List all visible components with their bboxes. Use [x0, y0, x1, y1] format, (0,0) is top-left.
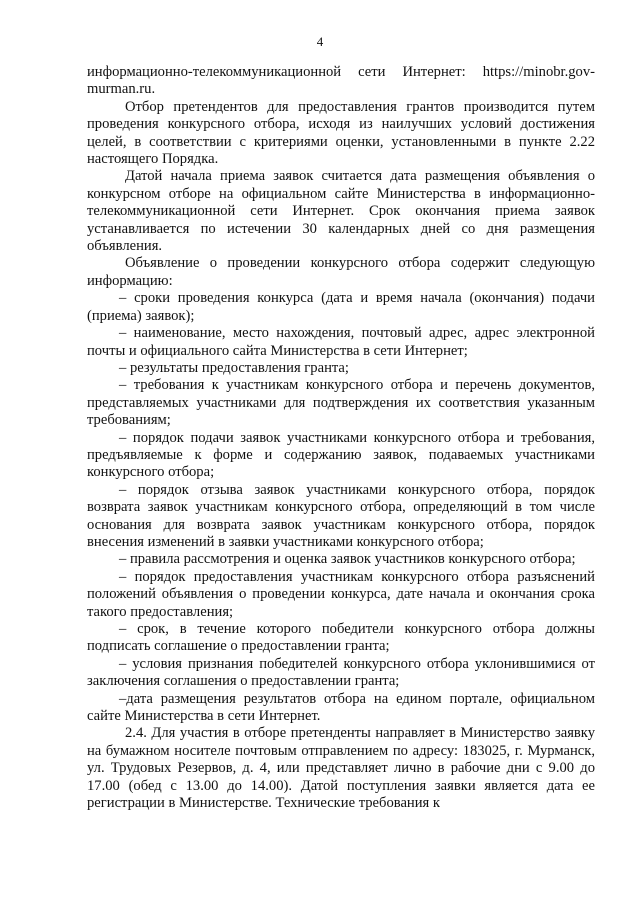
list-item: – условия признания победителей конкурсного отбора уклонившимися от заключения соглашения о предоставлении гранта;	[87, 655, 595, 690]
document-body	[87, 64, 595, 812]
list-item: – требования к участникам конкурсного отбора и перечень документов, представляемых участниками для подтверждения их соответствия указанным требованиям;	[87, 377, 595, 429]
paragraph: Отбор претендентов для предоставления грантов производится путем проведения конкурсного отбора, исходя из наилучших условий достижения целей, в соответствии с критериями оценки, установленными в пункте 2.22 настоящего Порядка.	[87, 98, 595, 168]
list-item: – сроки проведения конкурса (дата и время начала (окончания) подачи (приема) заявок);	[87, 290, 595, 324]
list-item: – порядок предоставления участникам конкурсного отбора разъяснений положений объявления о проведении конкурса, дате начала и окончания срока такого предоставления;	[87, 568, 595, 620]
list-item: – наименование, место нахождения, почтовый адрес, адрес электронной почты и официального сайта Министерства в сети Интернет;	[87, 325, 595, 359]
paragraph: 2.4. Для участия в отборе претенденты направляет в Министерство заявку на бумажном носителе почтовым отправлением по адресу: 183025, г. Мурманск, ул. Трудовых Резервов, д. 4, или представляет лично в рабочие дни с 9.00 до 17.00 (обед с 13.00 до 14.00). Датой поступления заявки является дата ее регистрации в Министерстве. Технические требования к	[87, 725, 595, 812]
list-item: – результаты предоставления гранта;	[119, 359, 349, 376]
list-item: –дата размещения результатов отбора на едином портале, официальном сайте Министерства в сети Интернет.	[87, 690, 595, 725]
list-item: – правила рассмотрения и оценка заявок участников конкурсного отбора;	[119, 551, 576, 568]
paragraph: информационно-телекоммуникационной сети Интернет: https://minobr.gov-murman.ru.	[87, 64, 595, 98]
paragraph: Датой начала приема заявок считается дата размещения объявления о конкурсном отборе на официальном сайте Министерства в информационно-телекоммуникационной сети Интернет. Срок окончания приема заявок устанавливается по истечении 30 календарных дней со дня размещения объявления.	[87, 168, 595, 255]
page-number: 4	[316, 34, 324, 49]
list-item: – порядок отзыва заявок участниками конкурсного отбора, порядок возврата заявок участникам конкурсного отбора, определяющий в том числе основания для возврата заявок участникам конкурсного отбора, порядок внесения изменений в заявки участниками конкурсного отбора;	[87, 481, 595, 550]
list-item: – срок, в течение которого победители конкурсного отбора должны подписать соглашение о предоставлении гранта;	[87, 621, 595, 655]
paragraph: Объявление о проведении конкурсного отбора содержит следующую информацию:	[87, 255, 595, 289]
list-item: – порядок подачи заявок участниками конкурсного отбора и требования, предъявляемые к форме и содержанию заявок, подаваемых участниками конкурсного отбора;	[87, 429, 595, 481]
